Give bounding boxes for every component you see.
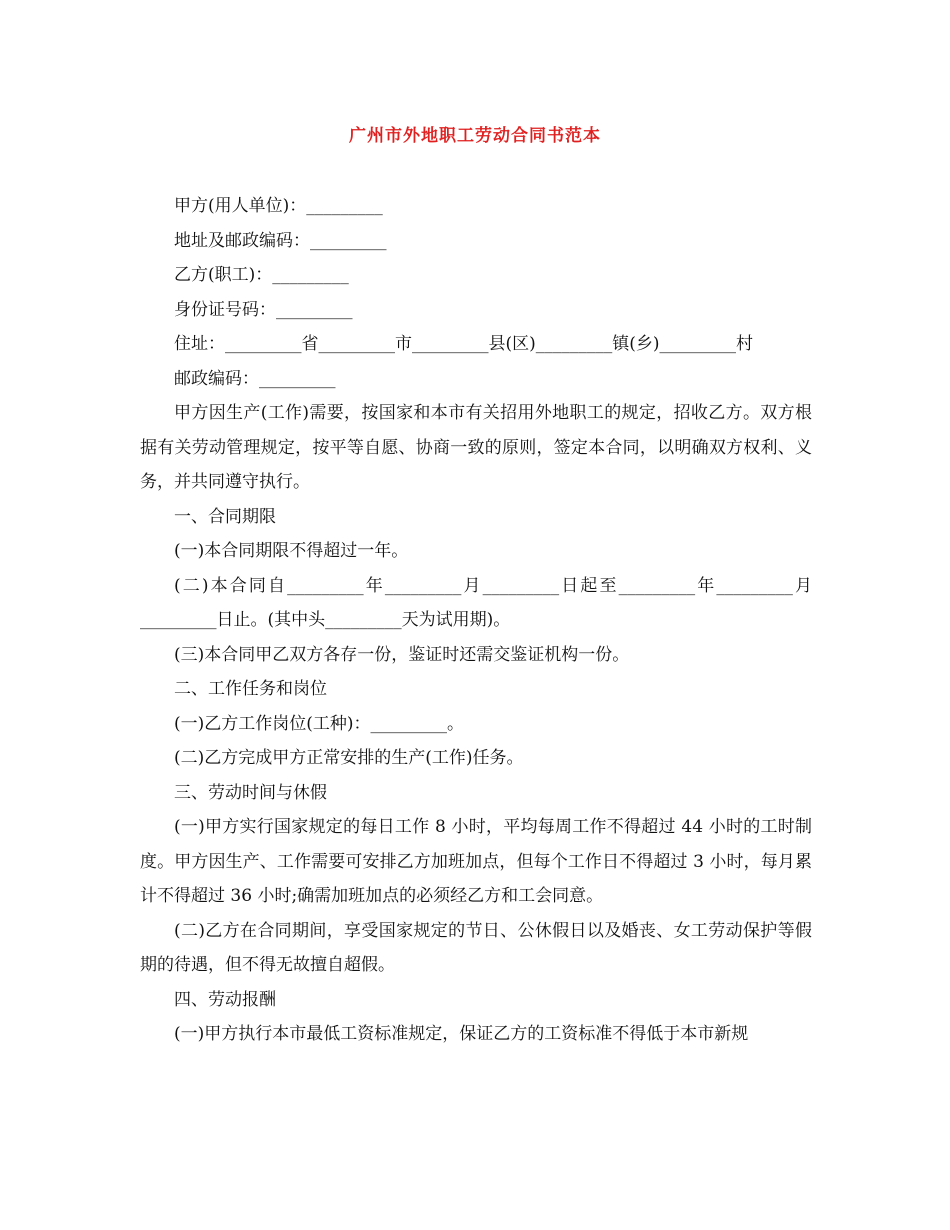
clause-1-2: (二)本合同自_________年_________月_________日起至_________年_________月_________日止。(其中头_________天为试用期)。 — [140, 575, 812, 630]
preamble-paragraph: 甲方因生产(工作)需要，按国家和本市有关招用外地职工的规定，招收乙方。双方根据有关劳动管理规定，按平等自愿、协商一致的原则，签定本合同，以明确双方权利、义务，并共同遵守执行。 — [140, 403, 812, 492]
clause-3-2: (二)乙方在合同期间，享受国家规定的节日、公休假日以及婚丧、女工劳动保护等假期的待遇，但不得无故擅自超假。 — [140, 920, 812, 975]
section-heading-term: 一、合同期限 — [174, 506, 276, 527]
clause-1-3: (三)本合同甲乙双方各存一份，鉴证时还需交鉴证机构一份。 — [174, 644, 630, 665]
document-body — [140, 189, 812, 1052]
clause-3-1: (一)甲方实行国家规定的每日工作 8 小时，平均每周工作不得超过 44 小时的工时制度。甲方因生产、工作需要可安排乙方加班加点，但每个工作日不得超过 3 小时，每月累计不得超过 36 小时;确需加班加点的必须经乙方和工会同意。 — [140, 817, 812, 906]
section-heading-pay: 四、劳动报酬 — [174, 989, 276, 1010]
residence-line: 住址：_________省_________市_________县(区)_________镇(乡)_________村 — [174, 334, 754, 354]
clause-2-2: (二)乙方完成甲方正常安排的生产(工作)任务。 — [174, 748, 524, 768]
section-heading-hours: 三、劳动时间与休假 — [174, 782, 327, 803]
postcode-line: 邮政编码：_________ — [174, 368, 336, 389]
document-title: 广州市外地职工劳动合同书范本 — [349, 126, 601, 146]
clause-2-1: (一)乙方工作岗位(工种)：_________。 — [174, 713, 465, 734]
section-heading-duties: 二、工作任务和岗位 — [174, 679, 327, 699]
address-postcode-line: 地址及邮政编码：_________ — [174, 230, 387, 251]
clause-1-1: (一)本合同期限不得超过一年。 — [174, 541, 409, 561]
party-b-line: 乙方(职工)：_________ — [174, 265, 349, 285]
party-a-line: 甲方(用人单位)：_________ — [174, 196, 383, 216]
id-number-line: 身份证号码：_________ — [174, 299, 353, 320]
clause-4-1: (一)甲方执行本市最低工资标准规定，保证乙方的工资标准不得低于本市新规 — [174, 1024, 749, 1044]
